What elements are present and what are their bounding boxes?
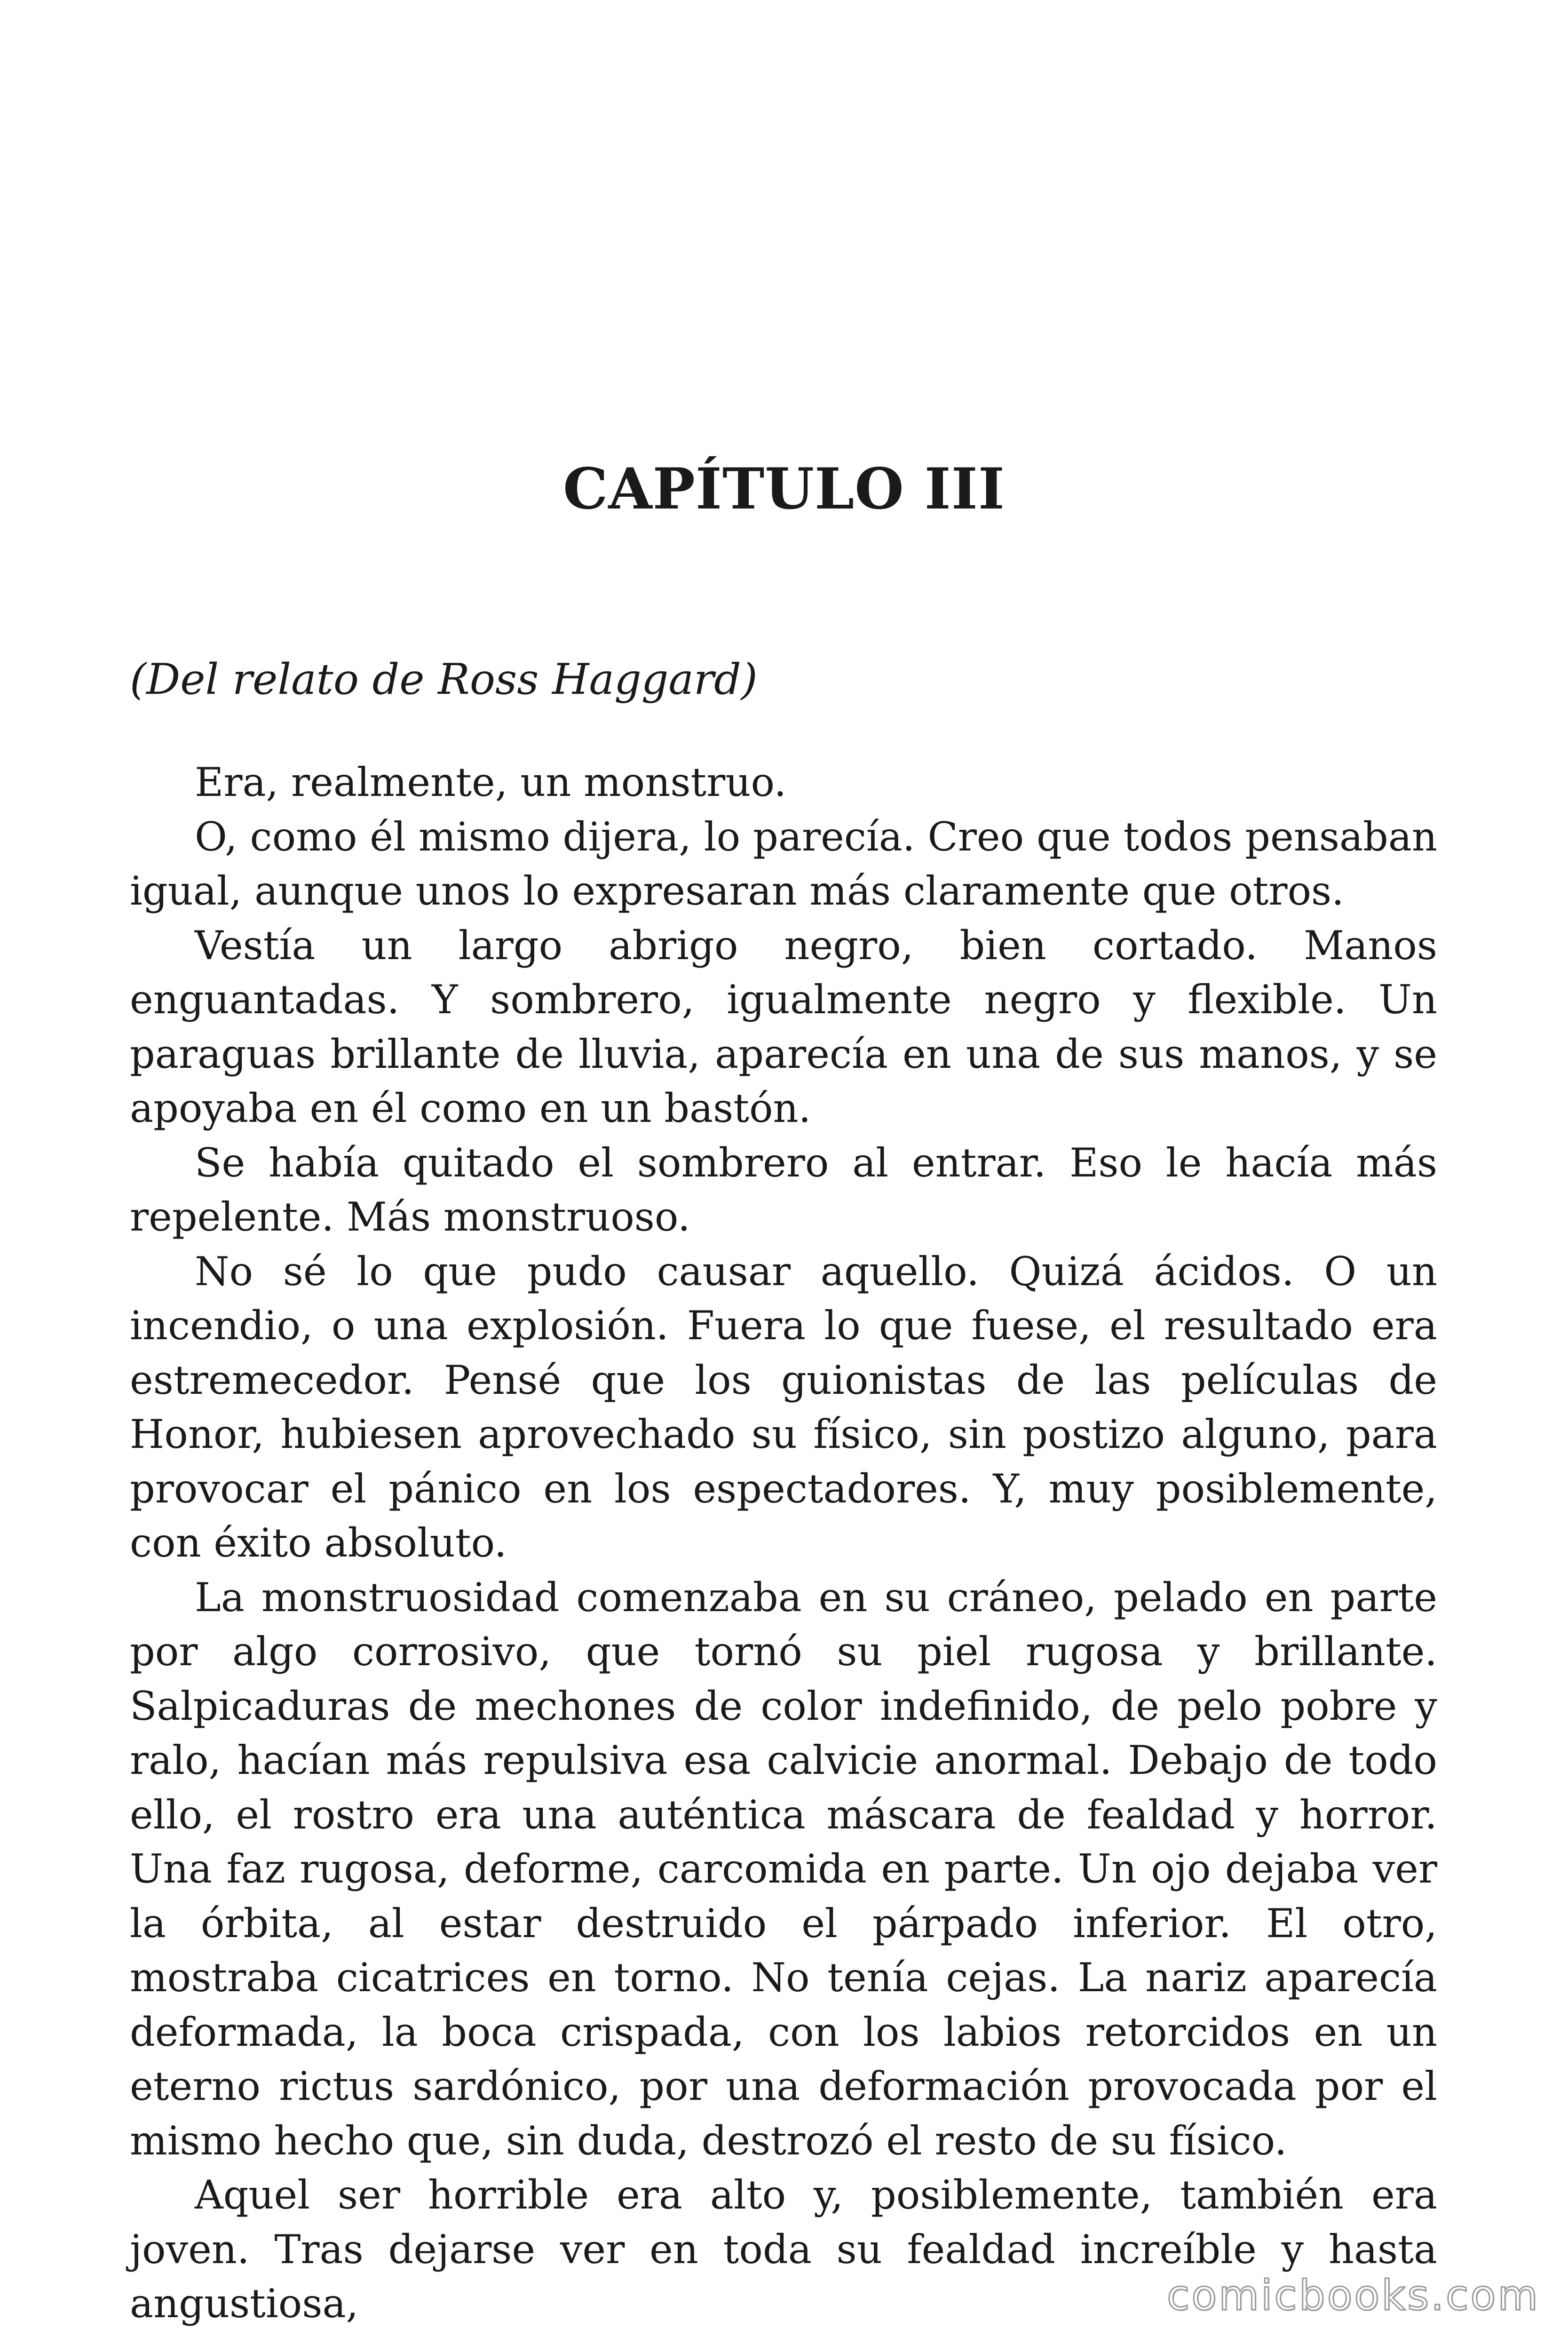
chapter-subtitle: (Del relato de Ross Haggard) [130, 655, 758, 704]
chapter-title: CAPÍTULO III [562, 456, 1005, 522]
paragraph: Se había quitado el sombrero al entrar. Eso le hacía más repelente. Más monstruoso. [130, 1139, 1437, 1240]
paragraph: No sé lo que pudo causar aquello. Quizá ácidos. O un incendio, o una explosión. Fuera lo que fuese, el resultado era estremecedor. Pensé que los guionistas de las películas de Honor, hubiesen aprovechado su físico, sin postizo alguno, para provocar el pánico en los espectadores. Y, muy posiblemente, con éxito absoluto. [130, 1248, 1437, 1566]
paragraph: O, como él mismo dijera, lo parecía. Creo que todos pensaban igual, aunque unos lo expresaran más claramente que otros. [130, 813, 1437, 914]
watermark: comicbooks.com [1166, 2271, 1540, 2320]
paragraph: La monstruosidad comenzaba en su cráneo, pelado en parte por algo corrosivo, que tornó su piel rugosa y brillante. Salpicaduras de mechones de color indefinido, de pelo pobre y ralo, hacían más repulsiva esa calvicie anormal. Debajo de todo ello, el rostro era una auténtica máscara de fealdad y horror. Una faz rugosa, deforme, carcomida en parte. Un ojo dejaba ver la órbita, al estar destruido el párpado inferior. El otro, mostraba cicatrices en torno. No tenía cejas. La nariz aparecía deformada, la boca crispada, con los labios retorcidos en un eterno rictus sardónico, por una deformación provocada por el mismo hecho que, sin duda, destrozó el resto de su físico. [130, 1574, 1437, 2164]
body-text [130, 755, 1437, 2331]
paragraph: Vestía un largo abrigo negro, bien cortado. Manos enguantadas. Y sombrero, igualmente negro y flexible. Un paraguas brillante de lluvia, aparecía en una de sus manos, y se apoyaba en él como en un bastón. [130, 922, 1437, 1131]
paragraph: Aquel ser horrible era alto y, posiblemente, también era joven. Tras dejarse ver en toda su fealdad increíble y hasta angustiosa, [130, 2172, 1437, 2327]
paragraph: Era, realmente, un monstruo. [195, 759, 787, 805]
